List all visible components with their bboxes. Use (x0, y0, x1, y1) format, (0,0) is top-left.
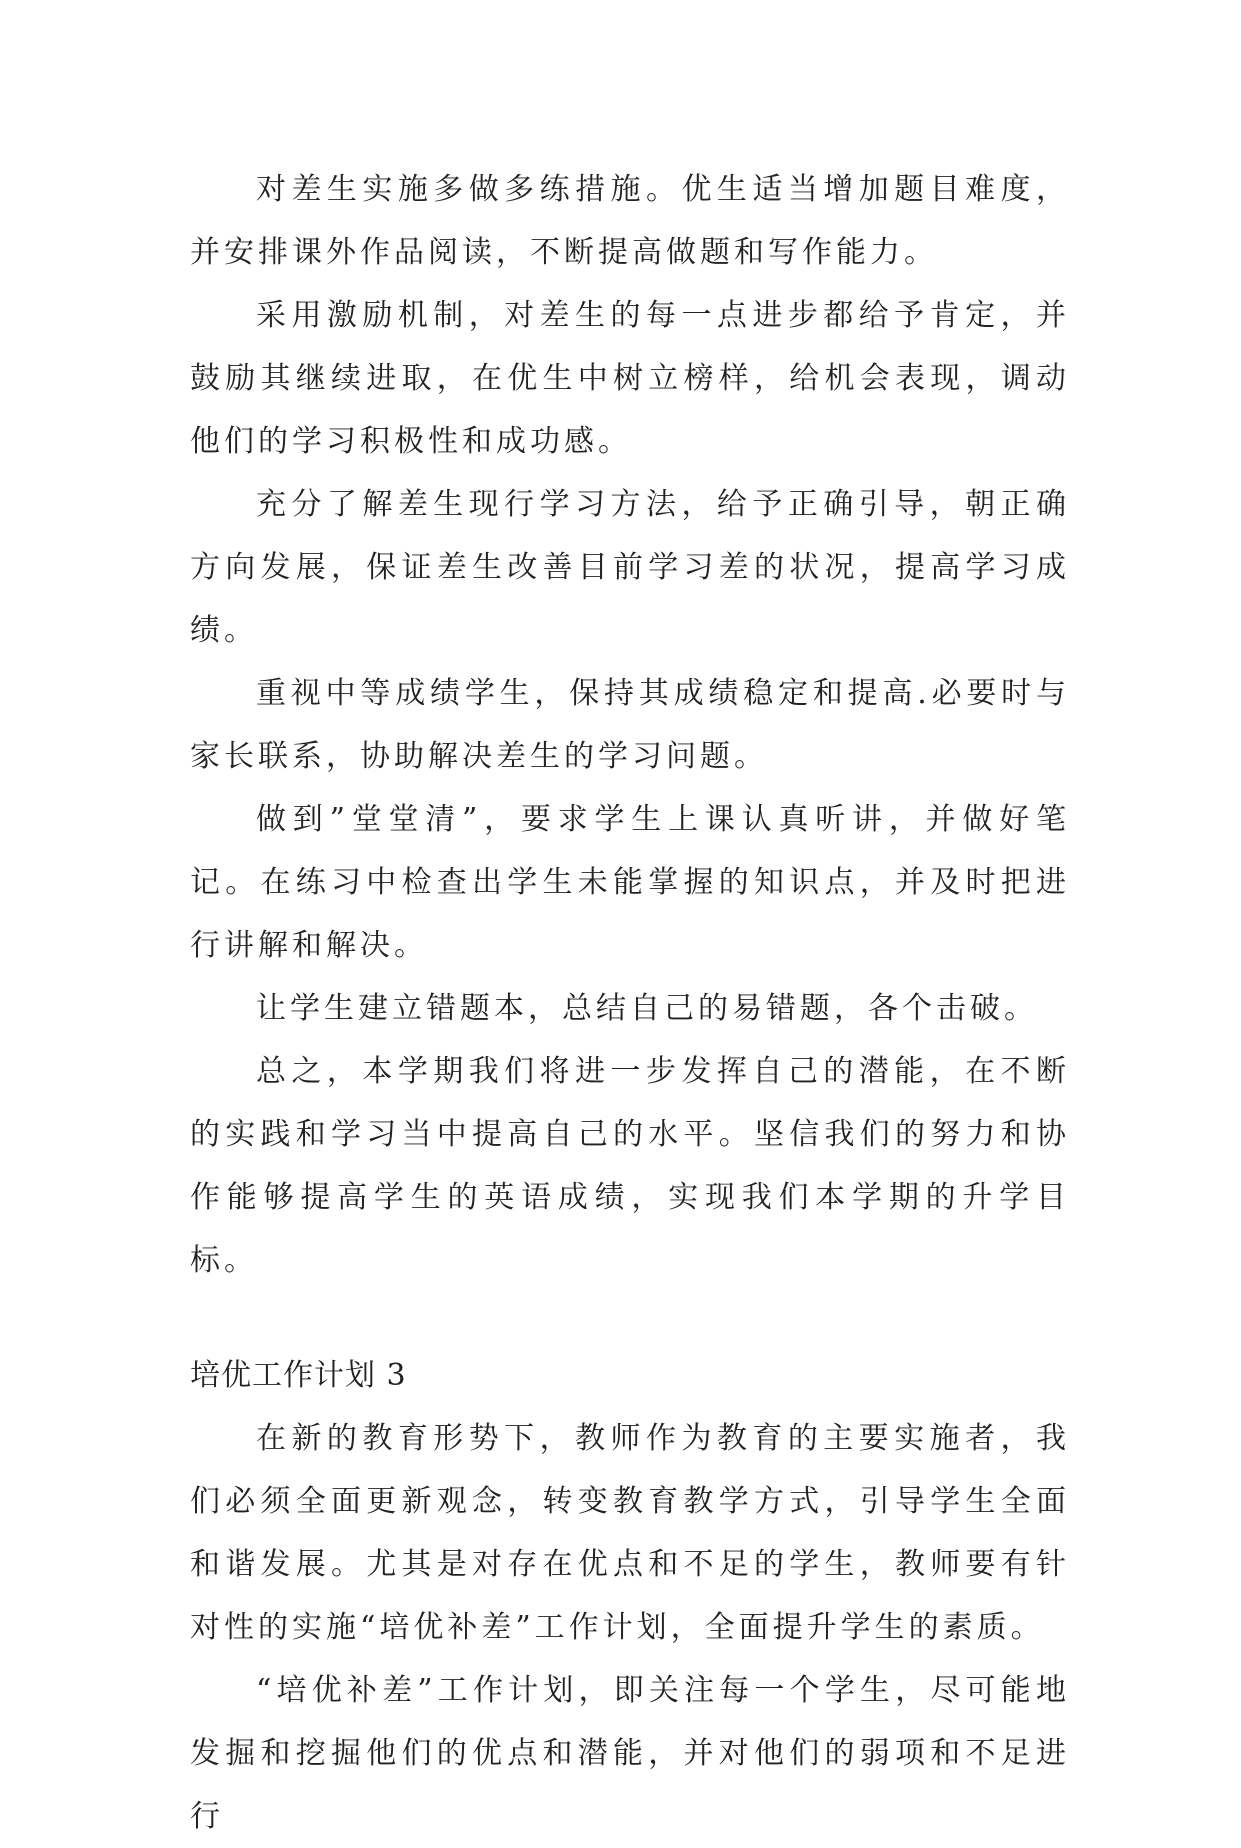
paragraph: 总之，本学期我们将进一步发挥自己的潜能，在不断的实践和学习当中提高自己的水平。坚信我们的努力和协作能够提高学生的英语成绩，实现我们本学期的升学目标。 (190, 1054, 1070, 1278)
paragraph: 重视中等成绩学生，保持其成绩稳定和提高.必要时与家长联系，协助解决差生的学习问题。 (190, 676, 1070, 774)
paragraph: 让学生建立错题本，总结自己的易错题，各个击破。 (256, 991, 1038, 1026)
paragraph: 充分了解差生现行学习方法，给予正确引导，朝正确方向发展，保证差生改善目前学习差的状况，提高学习成绩。 (190, 487, 1070, 648)
paragraph: 在新的教育形势下，教师作为教育的主要实施者，我们必须全面更新观念，转变教育教学方式，引导学生全面和谐发展。尤其是对存在优点和不足的学生，教师要有针对性的实施“培优补差”工作计划，全面提升学生的素质。 (190, 1421, 1070, 1645)
paragraph: 做到”堂堂清”，要求学生上课认真听讲，并做好笔记。在练习中检查出学生未能掌握的知识点，并及时把进行讲解和解决。 (190, 802, 1070, 963)
paragraph: 采用激励机制，对差生的每一点进步都给予肯定，并鼓励其继续进取，在优生中树立榜样，给机会表现，调动他们的学习积极性和成功感。 (190, 298, 1070, 459)
paragraph: 对差生实施多做多练措施。优生适当增加题目难度，并安排课外作品阅读，不断提高做题和写作能力。 (190, 172, 1070, 270)
paragraph: “培优补差”工作计划，即关注每一个学生，尽可能地发掘和挖掘他们的优点和潜能，并对他们的弱项和不足进行 (190, 1673, 1070, 1834)
document-body (190, 158, 1070, 1848)
section-heading: 培优工作计划 3 (190, 1358, 407, 1393)
